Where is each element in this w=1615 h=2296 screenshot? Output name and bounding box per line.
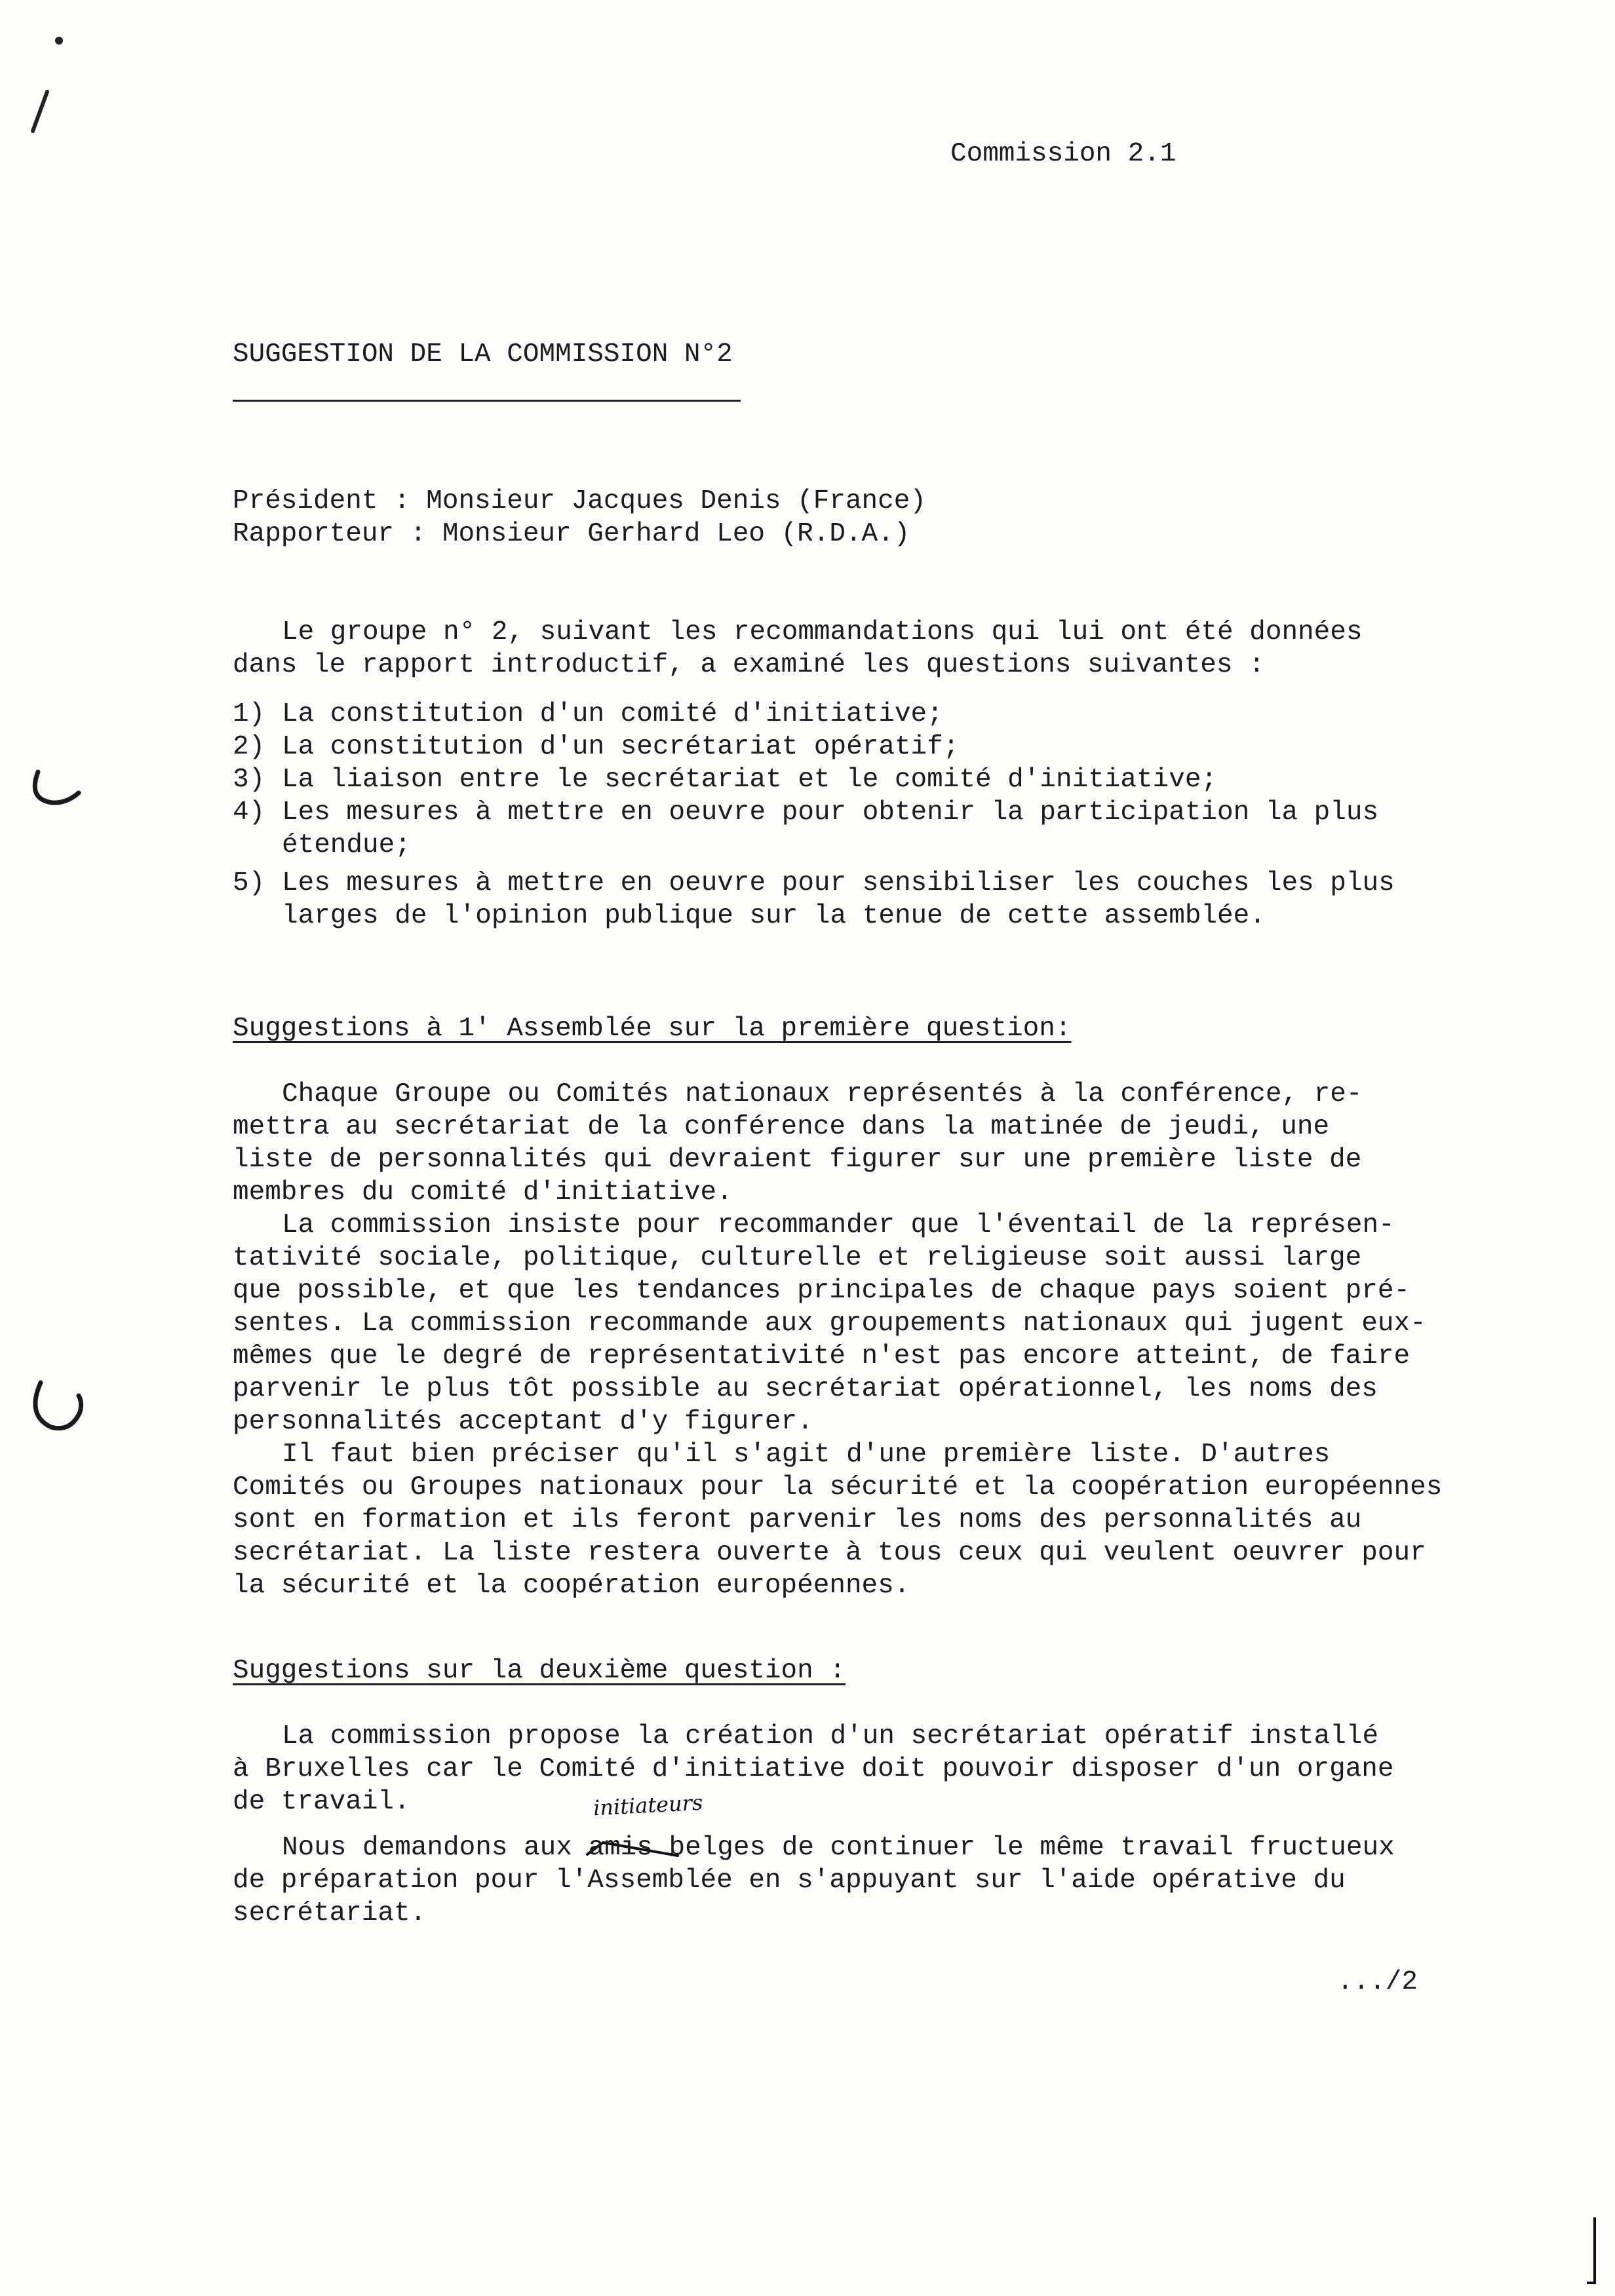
title-rule xyxy=(233,400,741,402)
paragraph-line: parvenir le plus tôt possible au secrétariat opérationnel, les noms des xyxy=(233,1374,1378,1404)
list-item xyxy=(233,763,1593,796)
paragraph-line: à Bruxelles car le Comité d'initiative doit pouvoir disposer d'un organe xyxy=(233,1754,1394,1784)
punch-hole-bottom-icon xyxy=(26,1376,85,1438)
list-text: Les mesures à mettre en oeuvre pour sensibiliser les couches les plus xyxy=(282,868,1395,898)
intro-line: dans le rapport introductif, a examiné les questions suivantes : xyxy=(233,650,1265,680)
punch-hole-top-icon xyxy=(26,767,85,813)
paragraph-line: secrétariat. xyxy=(233,1898,427,1928)
paragraph-line: mêmes que le degré de représentativité n'est pas encore atteint, de faire xyxy=(233,1341,1411,1371)
paragraph-line: mettra au secrétariat de la conférence dans la matinée de jeudi, une xyxy=(233,1112,1330,1142)
list-item xyxy=(233,900,1593,932)
list-item xyxy=(233,796,1593,829)
paragraph-line: Chaque Groupe ou Comités nationaux représentés à la conférence, re- xyxy=(282,1079,1363,1109)
paragraph-line: de travail. xyxy=(233,1787,410,1817)
list-text: La liaison entre le secrétariat et le comité d'initiative; xyxy=(282,765,1218,795)
list-number: 2) xyxy=(233,732,265,762)
paragraph-line: tativité sociale, politique, culturelle et religieuse soit aussi large xyxy=(233,1243,1362,1273)
paragraph-line: sentes. La commission recommande aux groupements nationaux qui jugent eux- xyxy=(233,1309,1426,1339)
section-heading: Suggestions à 1' Assemblée sur la première question: xyxy=(233,1014,1072,1044)
paragraph-line: sont en formation et ils feront parvenir les noms des personnalités au xyxy=(233,1505,1362,1535)
commission-reference: Commission 2.1 xyxy=(950,139,1177,169)
section-heading: Suggestions sur la deuxième question : xyxy=(233,1656,846,1686)
list-number: 3) xyxy=(233,765,265,795)
intro-line: Le groupe n° 2, suivant les recommandations qui lui ont été données xyxy=(282,617,1363,647)
list-text: La constitution d'un comité d'initiative; xyxy=(282,699,943,729)
officer-rapporteur: Rapporteur : Monsieur Gerhard Leo (R.D.A.) xyxy=(233,519,910,549)
list-item xyxy=(233,698,1593,731)
paragraph-line: Il faut bien préciser qu'il s'agit d'une première liste. D'autres xyxy=(282,1440,1331,1470)
list-number: 5) xyxy=(233,868,265,898)
list-item xyxy=(233,731,1593,763)
paragraph-line: secrétariat. La liste restera ouverte à tous ceux qui veulent oeuvrer pour xyxy=(233,1538,1426,1568)
paragraph-line: Nous demandons aux amis belges de continuer le même travail fructueux xyxy=(282,1833,1395,1863)
page-corner-mark-icon xyxy=(1583,2215,1603,2287)
pen-mark-icon xyxy=(13,26,66,138)
paragraph-line: que possible, et que les tendances principales de chaque pays soient pré- xyxy=(233,1276,1411,1306)
paragraph-line: membres du comité d'initiative. xyxy=(233,1177,733,1208)
paragraph-line: La commission insiste pour recommander que l'éventail de la représen- xyxy=(282,1210,1395,1240)
list-text: larges de l'opinion publique sur la tenue de cette assemblée. xyxy=(282,901,1266,931)
list-number: 1) xyxy=(233,699,265,729)
paragraph-line: La commission propose la création d'un secrétariat opératif installé xyxy=(282,1721,1379,1751)
list-item xyxy=(233,829,1593,862)
list-text: étendue; xyxy=(282,830,411,860)
list-text: Les mesures à mettre en oeuvre pour obtenir la participation la plus xyxy=(282,797,1379,828)
list-item xyxy=(233,867,1593,900)
handwritten-insert: initiateurs xyxy=(593,1789,704,1821)
list-number: 4) xyxy=(233,797,265,828)
paragraph-line: de préparation pour l'Assemblée en s'appuyant sur l'aide opérative du xyxy=(233,1866,1346,1896)
document-title: SUGGESTION DE LA COMMISSION N°2 xyxy=(233,339,733,370)
paragraph-line: Comités ou Groupes nationaux pour la sécurité et la coopération européennes xyxy=(233,1472,1443,1502)
paragraph-line: liste de personnalités qui devraient figurer sur une première liste de xyxy=(233,1145,1362,1175)
questions-list xyxy=(233,698,1593,932)
paragraph-line: personnalités acceptant d'y figurer. xyxy=(233,1407,813,1437)
list-text: La constitution d'un secrétariat opératif; xyxy=(282,732,960,762)
paragraph-line: la sécurité et la coopération européennes. xyxy=(233,1571,910,1601)
officer-president: Président : Monsieur Jacques Denis (France) xyxy=(233,486,926,516)
page-continuation: .../2 xyxy=(1337,1967,1418,1997)
